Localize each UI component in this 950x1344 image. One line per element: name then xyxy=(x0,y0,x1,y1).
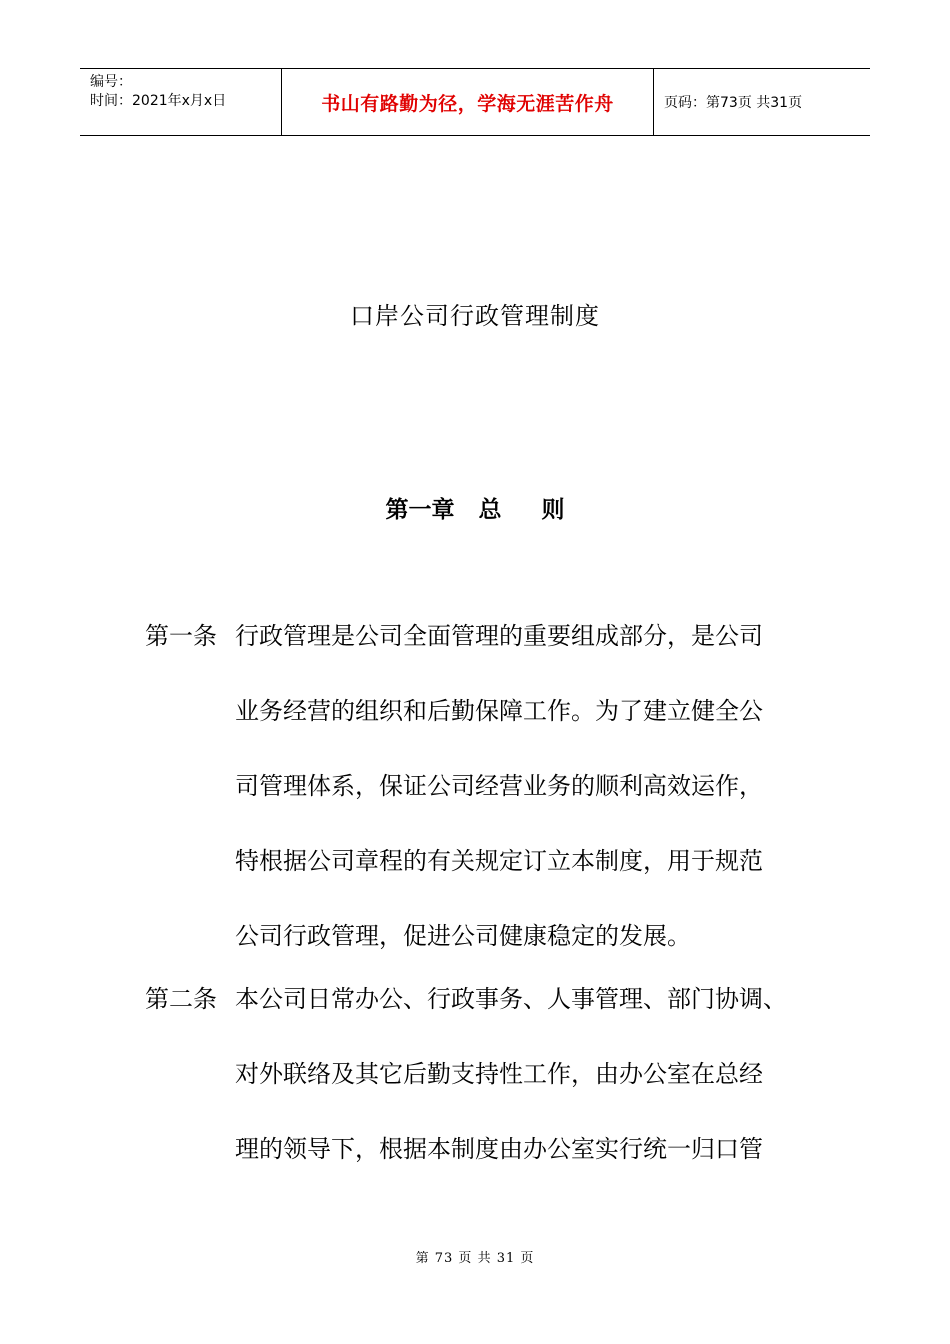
page-header xyxy=(80,68,870,136)
header-left-cell xyxy=(80,69,281,135)
article-line: 理的领导下，根据本制度由办公室实行统一归口管 xyxy=(235,1135,763,1163)
serial-number-label: 编号： xyxy=(90,74,132,90)
article-label: 第一条 xyxy=(145,622,217,650)
header-motto: 书山有路勤为径，学海无涯苦作舟 xyxy=(321,92,614,115)
article-line: 司管理体系，保证公司经营业务的顺利高效运作， xyxy=(235,772,763,800)
time-label: 时间：2021年x月x日 xyxy=(90,93,227,109)
article-label: 第二条 xyxy=(145,985,217,1013)
article-line: 行政管理是公司全面管理的重要组成部分，是公司 xyxy=(235,622,763,650)
header-motto-cell xyxy=(281,69,654,135)
chapter-title: 第一章 总 则 xyxy=(385,497,565,523)
header-page-info: 页码：第73页 共31页 xyxy=(664,95,803,111)
document-title: 口岸公司行政管理制度 xyxy=(350,302,600,330)
header-page-cell xyxy=(654,69,870,135)
article-body xyxy=(235,984,787,1209)
article-line: 公司行政管理，促进公司健康稳定的发展。 xyxy=(235,922,691,950)
article-line: 对外联络及其它后勤支持性工作，由办公室在总经 xyxy=(235,1060,763,1088)
article-body xyxy=(235,621,763,996)
article-line: 本公司日常办公、行政事务、人事管理、部门协调、 xyxy=(235,985,787,1013)
article-line: 业务经营的组织和后勤保障工作。为了建立健全公 xyxy=(235,697,763,725)
article-line: 特根据公司章程的有关规定订立本制度，用于规范 xyxy=(235,847,763,875)
page-footer: 第 73 页 共 31 页 xyxy=(415,1251,535,1266)
